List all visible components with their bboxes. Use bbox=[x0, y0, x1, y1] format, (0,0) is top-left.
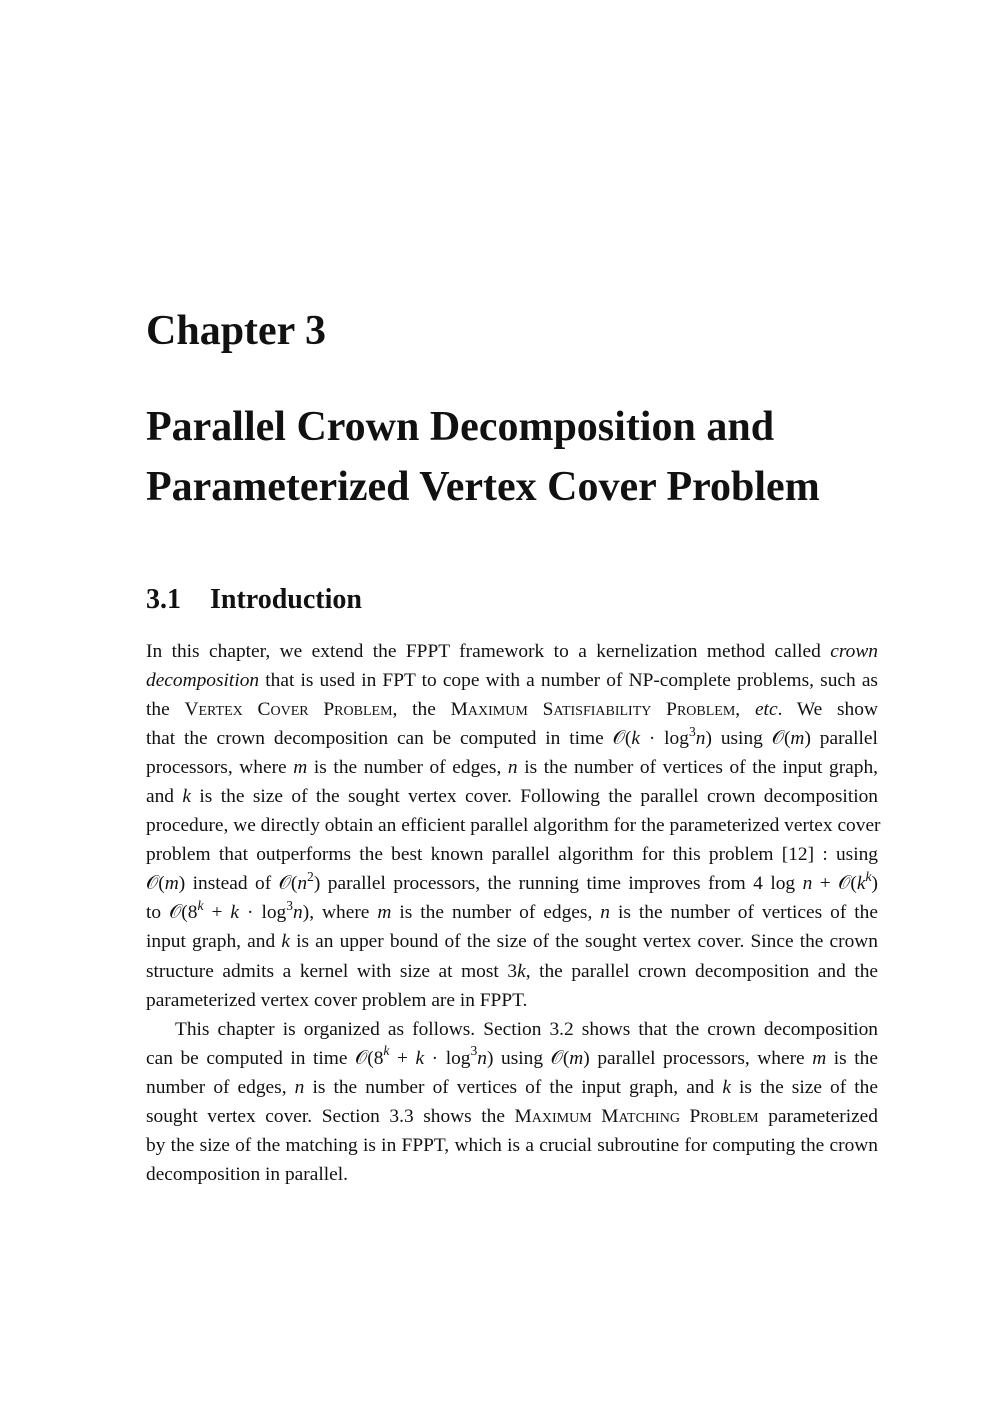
text-line: procedure, we directly obtain an efficient parallel algorithm for the parameterized vertex cover bbox=[146, 815, 881, 837]
text-line: decomposition that is used in FPT to cope with a number of NP-complete problems, such as bbox=[146, 670, 878, 692]
chapter-title-line-1: Parallel Crown Decomposition and bbox=[146, 404, 775, 450]
text-line: structure admits a kernel with size at most 3k, the parallel crown decomposition and the bbox=[146, 960, 879, 982]
paragraph-1 bbox=[146, 637, 881, 1015]
term-crown: crown bbox=[830, 641, 878, 662]
math-expression: 4 $\log n + 𝒪(k^k)$ bbox=[753, 868, 878, 895]
term-decomposition: decomposition bbox=[146, 670, 260, 692]
text-line: that the crown decomposition can be computed in time 𝒪(k · $\log^3n$) using 𝒪(m) parallel bbox=[146, 723, 878, 750]
problem-name-vertex-cover: Vertex Cover Problem bbox=[184, 699, 393, 721]
math-expression: 𝒪(k · $\log^3n$) bbox=[612, 723, 712, 750]
text-line: problem that outperforms the best known parallel algorithm for this problem [12] : using bbox=[146, 844, 878, 866]
text-line: input graph, and k is an upper bound of the size of the sought vertex cover. Since the crown bbox=[146, 931, 878, 953]
math-expression: 𝒪(8$^k$ + $k \cdot \log^3n$) bbox=[169, 897, 310, 924]
text-line: 𝒪(m) instead of $𝒪(n^2)$ parallel processors, the running time improves from 4 $\log n + 𝒪(k^k)$ bbox=[146, 868, 878, 895]
math-expression: 3k bbox=[507, 960, 526, 982]
text-line: processors, where m is the number of edges, n is the number of vertices of the input graph, bbox=[146, 757, 879, 779]
text-line: can be computed in time 𝒪(8$^k$ + $k \cdot \log^3n$) using 𝒪(m) parallel processors, where m is the bbox=[146, 1043, 878, 1069]
math-expression: 𝒪(8$^k$ + $k \cdot \log^3n$) bbox=[355, 1043, 494, 1069]
text-line: sought vertex cover. Section 3.3 shows the Maximum Matching Problem parameterized bbox=[146, 1105, 878, 1127]
text-line: to 𝒪(8$^k$ + $k \cdot \log^3n$), where m is the number of edges, n is the number of vertices of the bbox=[146, 897, 878, 924]
chapter-label: Chapter 3 bbox=[146, 308, 327, 354]
text-line: decomposition in parallel. bbox=[146, 1163, 348, 1185]
text-line: This chapter is organized as follows. Section 3.2 shows that the crown decomposition bbox=[175, 1018, 878, 1040]
math-expression: 𝒪(m) bbox=[550, 1047, 590, 1069]
chapter-title-line-2: Parameterized Vertex Cover Problem bbox=[146, 464, 820, 510]
paragraph-2 bbox=[146, 1015, 878, 1189]
text-line: by the size of the matching is in FPPT, which is a crucial subroutine for computing the crown bbox=[146, 1134, 878, 1156]
math-expression: 𝒪(m) bbox=[771, 728, 811, 750]
chapter-title bbox=[146, 397, 946, 517]
text-line: and k is the size of the sought vertex cover. Following the parallel crown decomposition bbox=[146, 786, 878, 808]
math-expression: 𝒪(m) bbox=[146, 873, 186, 895]
text-line: the Vertex Cover Problem, the Maximum Satisfiability Problem, etc. We show bbox=[146, 699, 878, 721]
section-title: Introduction bbox=[210, 584, 362, 615]
text-line: In this chapter, we extend the FPPT framework to a kernelization method called crown bbox=[146, 641, 878, 662]
text-line: number of edges, n is the number of vertices of the input graph, and k is the size of the bbox=[146, 1076, 878, 1098]
section-number: 3.1 bbox=[146, 584, 181, 615]
section-heading bbox=[146, 582, 362, 618]
text-line: parameterized vertex cover problem are in FPPT. bbox=[146, 989, 528, 1011]
math-expression: $𝒪(n^2)$ bbox=[278, 868, 321, 895]
body-text bbox=[146, 637, 881, 1189]
problem-name-max-matching: Maximum Matching Problem bbox=[514, 1105, 759, 1127]
problem-name-max-sat: Maximum Satisfiability Problem bbox=[450, 699, 736, 721]
